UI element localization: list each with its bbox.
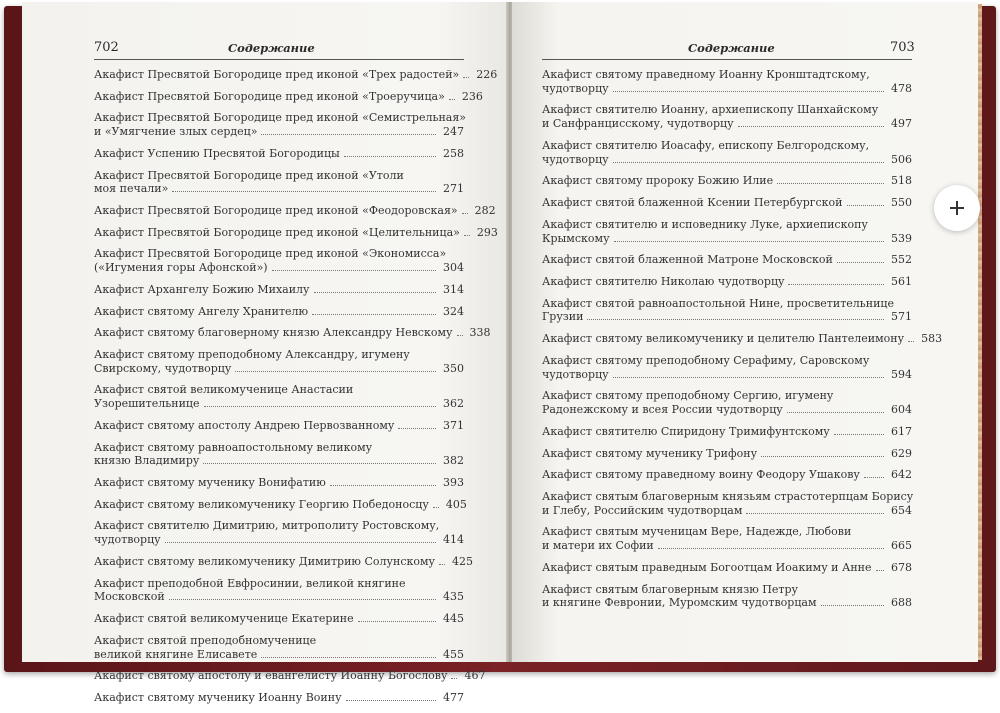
dot-leader: [462, 213, 468, 214]
toc-entry-title-line: князю Владимиру: [94, 454, 200, 468]
toc-entry-title-line: Акафист святой блаженной Ксении Петербургской: [542, 196, 843, 210]
toc-entry-title-line: Акафист святому преподобному Сергию, игумену: [542, 389, 834, 403]
left-page-header: [22, 40, 508, 58]
toc-entry: [94, 612, 464, 626]
toc-entry: [94, 419, 464, 433]
toc-entry-row: [94, 125, 464, 139]
toc-entry-title-line: Акафист святым благоверным князьям страстотерпцам Борису: [542, 489, 914, 503]
toc-entry-row: [94, 648, 464, 662]
toc-entry-title-line: Акафист Пресвятой Богородице пред иконой «Троеручица»: [94, 89, 445, 103]
toc-entry-title-line: Акафист Пресвятой Богородице пред иконой «Целительница»: [94, 225, 460, 239]
toc-entry-page-number: 435: [443, 590, 464, 604]
toc-entry-title-line: чудотворцу: [542, 152, 609, 166]
toc-entry: [542, 174, 912, 188]
toc-entry-page-number: 425: [452, 554, 474, 568]
toc-entry-title-line: Акафист святым мученицам Вере, Надежде, Любови: [542, 525, 852, 539]
toc-entry-title-line: Акафист святому преподобному Серафиму, Саровскому: [542, 353, 870, 367]
toc-entry: [94, 577, 464, 605]
right-toc-list: [542, 68, 943, 618]
toc-entry-title-line: Акафист Пресвятой Богородице пред иконой «Феодоровская»: [94, 204, 458, 218]
toc-entry-page-number: 604: [891, 403, 912, 417]
toc-entry-title-line: моя печали»: [94, 182, 169, 196]
toc-entry-title-line: и княгине Февронии, Муромским чудотворцам: [542, 596, 817, 610]
toc-entry-page-number: 362: [443, 397, 464, 411]
toc-entry-row: [94, 691, 464, 705]
toc-entry: [542, 253, 912, 267]
dot-leader: [787, 412, 884, 413]
toc-entry-title-line: Акафист Пресвятой Богородице пред иконой «Утоли: [94, 168, 404, 182]
dot-leader: [346, 700, 436, 701]
toc-entry-page-number: 324: [443, 304, 464, 318]
toc-entry-title-line: Акафист Пресвятой Богородице пред иконой «Трех радостей»: [94, 68, 460, 81]
toc-entry-row: [94, 397, 464, 411]
toc-entry-title-line: Акафист святому благоверному князю Александру Невскому: [94, 326, 453, 340]
toc-entry-title-line: Радонежскому и всея России чудотворцу: [542, 403, 783, 417]
toc-entry-title-line: и Санфранцисскому, чудотворцу: [542, 117, 734, 131]
dot-leader: [614, 241, 884, 242]
dot-leader: [876, 570, 884, 571]
toc-entry-row: [94, 68, 498, 82]
toc-entry-title-line: Акафист святому пророку Божию Илие: [542, 174, 774, 188]
toc-entry-title-line: Акафист святому великомученику Димитрию Солунскому: [94, 554, 436, 568]
left-page-title: Содержание: [228, 41, 315, 55]
toc-entry-page-number: 506: [891, 152, 912, 166]
toc-entry-page-number: 371: [443, 418, 464, 432]
toc-entry-page-number: 642: [891, 468, 912, 482]
toc-entry-title-line: Акафист святому преподобному Александру, игумену: [94, 347, 410, 361]
toc-entry: [94, 441, 464, 469]
plus-icon: [948, 199, 966, 217]
toc-entry: [94, 305, 464, 319]
toc-entry-page-number: 293: [476, 225, 498, 239]
toc-entry-title-line: Узорешительнице: [94, 397, 200, 411]
toc-entry-title-line: и матери их Софии: [542, 539, 654, 553]
toc-entry-page-number: 271: [443, 182, 464, 196]
toc-entry-page-number: 688: [891, 596, 912, 610]
toc-entry-row: [94, 454, 464, 468]
toc-entry-title-line: Акафист святителю Спиридону Тримифунтскому: [542, 424, 830, 438]
toc-entry-row: [94, 182, 464, 196]
right-page-number: 703: [890, 40, 915, 55]
toc-entry: [542, 332, 943, 346]
dot-leader: [746, 513, 884, 514]
toc-entry-title-line: Акафист святому великомученику и целителю Пантелеимону: [542, 332, 905, 346]
toc-entry-page-number: 445: [443, 612, 464, 626]
toc-entry-row: [94, 89, 483, 104]
toc-entry-row: [94, 590, 464, 604]
toc-entry-title-line: Акафист святым праведным Богоотцам Иоакиму и Анне: [542, 560, 872, 574]
dot-leader: [272, 270, 436, 271]
right-page: [512, 2, 978, 662]
toc-entry: [94, 634, 464, 662]
zoom-in-button[interactable]: [934, 185, 980, 231]
toc-entry-row: [542, 275, 912, 289]
toc-entry-row: [542, 561, 912, 575]
toc-entry-title-line: Акафист святой великомученице Анастасии: [94, 383, 354, 397]
toc-entry-row: [94, 225, 498, 240]
dot-leader: [172, 191, 436, 192]
dot-leader: [344, 156, 436, 157]
toc-entry: [542, 525, 912, 553]
dot-leader: [235, 371, 436, 372]
toc-entry-row: [94, 533, 464, 547]
dot-leader: [908, 341, 914, 342]
toc-entry-title-line: Свирскому, чудотворцу: [94, 361, 232, 375]
toc-entry: [542, 196, 912, 210]
toc-entry: [94, 147, 464, 161]
dot-leader: [358, 621, 436, 622]
toc-entry-title-line: Акафист святителю Иоасафу, епископу Белгородскому,: [542, 138, 870, 152]
toc-entry: [94, 283, 464, 297]
toc-entry-row: [542, 368, 912, 382]
toc-entry-row: [542, 232, 912, 246]
toc-entry: [542, 103, 912, 131]
toc-entry-row: [94, 305, 464, 319]
toc-entry-title-line: Грузии: [542, 310, 584, 324]
dot-leader: [204, 406, 437, 407]
toc-entry-page-number: 571: [891, 310, 912, 324]
toc-entry-row: [542, 174, 912, 188]
toc-entry-page-number: 561: [891, 275, 912, 288]
toc-entry-title-line: чудотворцу: [94, 533, 161, 547]
toc-entry-title-line: Акафист святому Ангелу Хранителю: [94, 304, 309, 318]
toc-entry-title-line: Акафист святому мученику Трифону: [542, 446, 758, 460]
toc-entry: [94, 111, 467, 139]
toc-entry: [542, 68, 912, 96]
toc-entry-row: [94, 669, 486, 683]
toc-entry: [94, 169, 464, 197]
toc-entry-page-number: 583: [921, 332, 943, 346]
toc-entry-title-line: Акафист Успению Пресвятой Богородицы: [94, 146, 340, 160]
toc-entry-title-line: Акафист святой блаженной Матроне Московской: [542, 253, 833, 267]
toc-entry-row: [542, 596, 912, 610]
toc-entry-row: [542, 117, 912, 131]
left-header-rule: [94, 59, 464, 60]
toc-entry-row: [542, 82, 912, 96]
toc-entry-title-line: Акафист святителю Николаю чудотворцу: [542, 275, 785, 288]
toc-entry: [94, 68, 498, 82]
dot-leader: [777, 183, 884, 184]
dot-leader: [788, 284, 884, 285]
dot-leader: [613, 162, 884, 163]
toc-entry-page-number: 247: [443, 125, 464, 139]
dot-leader: [439, 564, 445, 565]
toc-entry: [542, 490, 912, 518]
dot-leader: [864, 477, 884, 478]
toc-entry: [94, 497, 467, 512]
dot-leader: [261, 657, 436, 658]
toc-entry-row: [94, 147, 464, 161]
dot-leader: [761, 456, 884, 457]
toc-entry-title-line: Акафист святому мученику Иоанну Воину: [94, 690, 342, 704]
toc-entry: [542, 447, 912, 461]
toc-entry-row: [94, 204, 496, 218]
dot-leader: [433, 507, 439, 508]
dot-leader: [613, 377, 884, 378]
toc-entry-page-number: 350: [443, 361, 464, 375]
dot-leader: [312, 314, 436, 315]
toc-entry-title-line: Акафист святой равноапостольной Нине, просветительнице: [542, 296, 895, 310]
toc-entry: [542, 275, 912, 289]
toc-entry-title-line: Крымскому: [542, 231, 610, 245]
toc-entry: [94, 89, 483, 104]
toc-entry: [542, 139, 912, 167]
toc-entry-page-number: 314: [443, 282, 464, 296]
toc-entry-row: [94, 497, 467, 512]
toc-entry-row: [542, 332, 943, 346]
toc-entry-row: [94, 326, 491, 340]
toc-entry: [94, 383, 464, 411]
toc-entry-page-number: 678: [891, 560, 912, 574]
toc-entry-row: [542, 504, 912, 518]
toc-entry: [94, 519, 464, 547]
toc-entry-title-line: Акафист святителю Димитрию, митрополиту Ростовскому,: [94, 519, 440, 533]
toc-entry-title-line: Московской: [94, 590, 165, 604]
toc-entry: [94, 348, 464, 376]
toc-entry: [94, 204, 496, 218]
toc-entry-title-line: Акафист святому великомученику Георгию Победоносцу: [94, 497, 429, 511]
toc-entry-page-number: 338: [469, 326, 491, 340]
toc-entry-title-line: Акафист Пресвятой Богородице пред иконой «Экономисса»: [94, 247, 447, 261]
dot-leader: [165, 542, 436, 543]
toc-entry: [94, 554, 474, 569]
toc-entry-title-line: Акафист святой преподобномученице: [94, 633, 317, 647]
toc-entry: [94, 669, 486, 683]
toc-entry-page-number: 226: [476, 68, 498, 81]
toc-entry-title-line: Акафист святой великомученице Екатерине: [94, 612, 354, 626]
toc-entry-page-number: 258: [443, 146, 464, 160]
dot-leader: [449, 99, 455, 100]
toc-entry: [542, 389, 912, 417]
toc-entry-title-line: чудотворцу: [542, 81, 609, 95]
toc-entry-title-line: Акафист святителю Иоанну, архиепископу Шанхайскому: [542, 103, 879, 117]
toc-entry-row: [542, 425, 912, 439]
toc-entry-page-number: 629: [891, 446, 912, 460]
toc-entry-row: [94, 362, 464, 376]
toc-entry-row: [542, 196, 912, 210]
toc-entry-row: [94, 419, 464, 433]
dot-leader: [658, 548, 884, 549]
toc-entry-row: [94, 612, 464, 626]
dot-leader: [821, 605, 884, 606]
right-header-rule: [542, 59, 912, 60]
toc-entry-page-number: 455: [443, 647, 464, 661]
toc-entry-page-number: 552: [891, 253, 912, 267]
toc-entry: [542, 583, 912, 611]
toc-entry-page-number: 467: [464, 669, 486, 683]
toc-entry: [542, 425, 912, 439]
toc-entry: [94, 225, 498, 240]
dot-leader: [261, 134, 436, 135]
toc-entry-row: [542, 153, 912, 167]
toc-entry-row: [542, 539, 912, 553]
toc-entry: [542, 354, 912, 382]
toc-entry: [542, 218, 912, 246]
toc-entry-title-line: Акафист святому праведному Иоанну Кронштадтскому,: [542, 68, 870, 81]
toc-entry-title-line: чудотворцу: [542, 367, 609, 381]
toc-entry-row: [542, 403, 912, 417]
toc-entry-row: [94, 476, 464, 490]
toc-entry-page-number: 414: [443, 533, 464, 547]
toc-entry-page-number: 405: [445, 497, 467, 511]
toc-entry-title-line: Акафист Пресвятой Богородице пред иконой «Семистрельная»: [94, 111, 467, 125]
left-toc-list: [94, 68, 498, 713]
toc-entry-page-number: 617: [891, 424, 912, 438]
toc-entry-page-number: 594: [891, 367, 912, 381]
dot-leader: [613, 91, 884, 92]
toc-entry-row: [542, 468, 912, 482]
toc-entry-page-number: 382: [443, 454, 464, 468]
right-page-header: [512, 40, 978, 58]
toc-entry-title-line: Акафист святому равноапостольному великому: [94, 440, 373, 454]
dot-leader: [451, 678, 457, 679]
toc-entry-row: [94, 261, 464, 275]
toc-entry: [542, 468, 912, 482]
dot-leader: [457, 335, 463, 336]
toc-entry-page-number: 393: [443, 476, 464, 490]
toc-entry: [94, 247, 464, 275]
dot-leader: [463, 77, 469, 78]
toc-entry-page-number: 497: [891, 117, 912, 131]
toc-entry-title-line: великой княгине Елисавете: [94, 647, 258, 661]
toc-entry-title-line: Акафист святому праведному воину Феодору Ушакову: [542, 468, 860, 482]
toc-entry-title-line: Акафист святому апостолу и евангелисту Иоанну Богослову: [94, 669, 448, 683]
toc-entry-row: [542, 310, 912, 324]
toc-entry-title-line: и «Умягчение злых сердец»: [94, 125, 258, 139]
toc-entry-title-line: Акафист святителю и исповеднику Луке, архиепископу: [542, 217, 868, 231]
toc-entry-title-line: («Игумения горы Афонской»): [94, 261, 268, 275]
toc-entry: [94, 691, 464, 705]
toc-entry-page-number: 236: [461, 89, 483, 103]
toc-entry-title-line: Акафист преподобной Евфросинии, великой княгине: [94, 576, 406, 590]
toc-entry-page-number: 518: [891, 174, 912, 188]
toc-entry: [94, 476, 464, 490]
toc-entry-page-number: 282: [474, 204, 496, 218]
dot-leader: [203, 463, 436, 464]
toc-entry: [94, 326, 491, 340]
dot-leader: [314, 292, 436, 293]
right-page-title: Содержание: [688, 41, 775, 55]
toc-entry-title-line: Акафист святому мученику Вонифатию: [94, 476, 326, 490]
dot-leader: [834, 434, 884, 435]
dot-leader: [330, 485, 436, 486]
toc-entry-row: [94, 283, 464, 297]
toc-entry-page-number: 304: [443, 261, 464, 275]
toc-entry: [542, 297, 912, 325]
toc-entry-title-line: Акафист святому апостолу Андрею Первозванному: [94, 418, 395, 432]
dot-leader: [398, 428, 436, 429]
toc-entry-page-number: 550: [891, 196, 912, 210]
toc-entry-row: [542, 447, 912, 461]
toc-entry-title-line: Акафист святым благоверным князю Петру: [542, 582, 798, 596]
dot-leader: [738, 126, 884, 127]
toc-entry: [542, 561, 912, 575]
dot-leader: [169, 599, 436, 600]
toc-entry-title-line: и Глебу, Российским чудотворцам: [542, 503, 743, 517]
toc-entry-page-number: 539: [891, 231, 912, 245]
toc-entry-page-number: 477: [443, 690, 464, 704]
toc-entry-row: [94, 554, 474, 569]
left-page: [22, 2, 508, 704]
dot-leader: [464, 235, 470, 236]
left-page-number: 702: [94, 40, 119, 55]
toc-entry-page-number: 665: [891, 539, 912, 553]
dot-leader: [847, 205, 885, 206]
toc-entry-row: [542, 253, 912, 267]
dot-leader: [587, 319, 884, 320]
toc-entry-page-number: 654: [891, 503, 912, 517]
toc-entry-page-number: 478: [891, 81, 912, 95]
toc-entry-title-line: Акафист Архангелу Божию Михаилу: [94, 282, 310, 296]
dot-leader: [837, 262, 884, 263]
